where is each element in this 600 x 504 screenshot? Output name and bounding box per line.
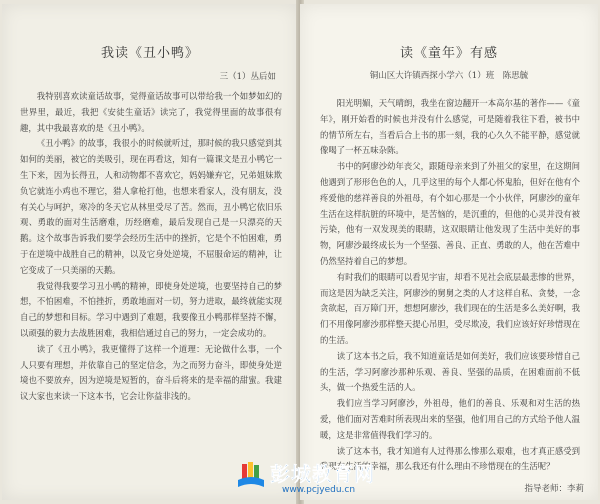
- paragraph: 读了这本书之后，我不知道童话是如何美好，我们应该要珍惜自己的生活，学习阿廖沙那种乐观、善良、坚强的品质，在困难面前不低头，做一个热爱生活的人。: [320, 350, 580, 393]
- paragraph: 读了这本书，我才知道有人过得那么惨那么艰难，也才真正感受到我现在生活的幸福，那么我还有什么理由不珍惜现在的生活呢？: [320, 445, 580, 472]
- paragraph: 阳光明媚，天气晴朗，我坐在窗边翻开一本高尔基的著作——《童年》，刚开始看的时候也并没有什么感觉，可是随着我往下看，被书中的情节所左右，当看后合上书的那一刻，我的心久久不能平静，感觉就像喝了一杯五味杂陈。: [320, 98, 580, 156]
- paragraph: 我特别喜欢读童话故事，觉得童话故事可以带给我一个如梦如幻的世界里，最近，我把《安徒生童话》读完了，我觉得里面的故事很有趣，其中我最喜欢的是《丑小鸭》。: [20, 91, 282, 133]
- paragraph: 书中的阿廖沙幼年丧父，跟随母亲来到了外祖父的家里，在这期间他遇到了形形色色的人，几乎这里的每个人都心怀鬼胎，但好在他有个疼爱他的慈祥善良的外祖母，有个如心那是一个小伙伴，阿廖沙的童年生活在这样肮脏的环境中，是苦恼的，是沉重的，但他的心灵并没有被污染，他有一双发现美的眼睛，这双眼睛让他发现了生活中美好的事物，阿廖沙最终成长为一个坚强、善良、正直、勇敢的人，他在苦难中仍然坚持着自己的梦想。: [320, 161, 580, 266]
- watermark-url[interactable]: www.pcjyedu.cn: [282, 485, 356, 495]
- left-page-body: [20, 89, 282, 405]
- site-watermark: [236, 458, 396, 502]
- right-page: [300, 4, 598, 500]
- paragraph: 读了《丑小鸭》，我更懂得了这样一个道理：无论做什么事，一个人只要有理想，并依靠自己的坚定信念，为之而努力奋斗，即使身处逆境也不要放弃，因为逆境是短暂的，奋斗后将来的是幸福的甜蜜。我建议大家也来读一下这本书，它会让你益非浅的。: [20, 343, 282, 402]
- left-page: [2, 4, 298, 500]
- paragraph: 《丑小鸭》的故事，我很小的时候就听过，那时候的我只感觉到其如何的美丽，被它的美吸引，现在再看这，知有一篇课文是丑小鸭它一生下来，因为长得丑，人和动物都不喜欢它，妈妈嫌弃它，兄弟姐妹欺负它就连小鸡也不理它，猎人拿枪打他，也想来看家人，没有朋友，没有关心与呵护，寒冷的冬天它从林里受尽了苦。然而，丑小鸭它依旧乐观、勇敢的面对生活磨难，历经磨难，最后发现自己是一只漂亮的天鹅。这个故事告诉我们要学会经历生活中的挫折，它是个不怕困难，勇于在逆境中战胜自己的精神，以及它身处逆境，不屈服命运的精神，让它变成了一只美丽的天鹅。: [20, 138, 282, 275]
- book-logo-icon: [236, 460, 266, 490]
- left-page-title: 我读《丑小鸭》: [100, 46, 199, 61]
- teacher-credit: 指导老师：李莉: [524, 484, 584, 494]
- paragraph: 有时我们的眼睛可以看见宇宙，却看不见社会底层最悲惨的世界，而这是因为缺乏关注，阿廖沙的舅舅之类的人才这样自私、贪婪，一念贪欲起，百万障门开，想想阿廖沙，我们现在的生活是多么美好啊，我们不用像阿廖沙那样整天提心吊胆，受尽欺凌，我们应该好好珍惜现在的生活。: [320, 271, 580, 345]
- paragraph: 我们应当学习阿廖沙，外祖母，他们的善良、乐观和对生活的热爱，他们面对苦难时所表现出来的坚强，他们用自己的方式给予他人温暖，这是非常值得我们学习的。: [320, 398, 580, 440]
- watermark-site-name: 彭城教育网: [270, 462, 375, 486]
- right-page-author: 铜山区大许镇西探小学六（1）班 陈思毓: [369, 71, 529, 81]
- right-page-body: [320, 96, 580, 475]
- right-page-title: 读《童年》有感: [399, 46, 498, 61]
- paragraph: 我觉得我要学习丑小鸭的精神，即使身处逆境，也要坚持自己的梦想，不怕困难，不怕挫折，勇敢地面对一切，努力进取，最终就能实现自己的梦想和目标。学习中遇到了难题，我要像丑小鸭那样坚持不懈，以顽强的毅力去战胜困难，我相信通过自己的努力，一定会成功的。: [20, 280, 282, 338]
- left-page-author: 三（1）丛后如: [219, 72, 276, 82]
